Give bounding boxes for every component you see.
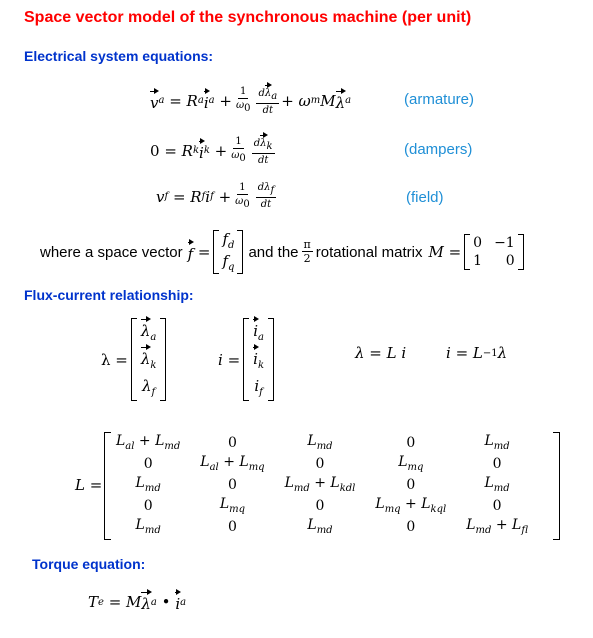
field-label: (field) [406, 189, 444, 206]
section-torque-heading: Torque equation: [32, 556, 146, 572]
lambda-equals-li: λ = L i [355, 344, 407, 362]
armature-equation: v a = R a i a + $\frac{1}{\omega_0}$ $\frac{d\lambda_a}{dt}$ + ω m M λ a [150, 86, 352, 116]
L-matrix-cell: $L_{al} + L_{mq}$ [200, 454, 265, 473]
space-vector-definition: where a space vector f = $f_d$ $f_q$ and the $\frac{\pi}{2}$ rotational matrix M = 0 −1 1 0 [40, 230, 527, 274]
L-matrix-cell: 0 [227, 518, 237, 535]
L-matrix-row [106, 495, 538, 516]
field-equation: v f = R f i f + $\frac{1}{\omega_0}$ $\frac{d\lambda_f}{dt}$ [156, 182, 275, 210]
current-vector-definition: i = $i_a$ $i_k$ $i_f$ [218, 318, 277, 401]
inverse-relationship: i = L −1 λ [446, 344, 508, 362]
L-matrix-cell: $L_{mq}$ [219, 496, 246, 515]
L-matrix-cell: 0 [143, 497, 153, 514]
L-matrix-row [106, 474, 538, 495]
L-matrix-right-bracket [553, 432, 560, 540]
L-matrix-row [106, 432, 538, 453]
L-matrix-cell: 0 [492, 455, 502, 472]
page-title: Space vector model of the synchronous machine (per unit) [24, 9, 472, 26]
L-matrix-cell: 0 [315, 497, 325, 514]
L-matrix-cell: $L_{md}$ [135, 475, 161, 494]
dampers-equation: 0 = R k i k + $\frac{1}{\omega_0}$ $\frac{d\lambda_k}{dt}$ [150, 136, 273, 166]
inductance-matrix [106, 432, 538, 537]
L-matrix-cell: $L_{md}$ [484, 433, 510, 452]
L-matrix-cell: $L_{mq} + L_{kql}$ [375, 496, 447, 515]
L-matrix-cell: 0 [492, 497, 502, 514]
lambda-vector-definition: λ = $\lambda_a$ $\lambda_k$ $\lambda_f$ [101, 318, 169, 401]
L-matrix-label: L = [75, 476, 103, 494]
L-matrix-cell: 0 [143, 455, 153, 472]
section-electrical-heading: Electrical system equations: [24, 48, 214, 64]
L-matrix-cell: 0 [315, 455, 325, 472]
L-matrix-cell: 0 [227, 476, 237, 493]
L-matrix-cell: $L_{al} + L_{md}$ [116, 433, 181, 452]
L-matrix-cell: $L_{md} + L_{kdl}$ [284, 475, 356, 494]
L-matrix-cell: 0 [406, 518, 416, 535]
L-matrix-row [106, 516, 538, 537]
rotation-matrix: 0 −1 1 0 [464, 234, 524, 270]
section-flux-heading: Flux-current relationship: [24, 287, 194, 303]
L-matrix-cell: 0 [406, 476, 416, 493]
L-matrix-cell: $L_{md}$ [307, 517, 333, 536]
L-matrix-row [106, 453, 538, 474]
armature-label: (armature) [404, 91, 475, 108]
L-matrix-cell: $L_{md} + L_{fl}$ [466, 517, 528, 536]
L-matrix-cell: $L_{md}$ [135, 517, 161, 536]
L-matrix-cell: 0 [406, 434, 416, 451]
torque-equation: T e = M λ a • i a [88, 593, 187, 613]
L-matrix-cell: $L_{mq}$ [398, 454, 424, 473]
space-vector-matrix: $f_d$ $f_q$ [213, 230, 243, 274]
L-matrix-cell: $L_{md}$ [307, 433, 333, 452]
L-matrix-cell: 0 [227, 434, 237, 451]
L-matrix-cell: $L_{md}$ [484, 475, 510, 494]
dampers-label: (dampers) [404, 141, 473, 158]
